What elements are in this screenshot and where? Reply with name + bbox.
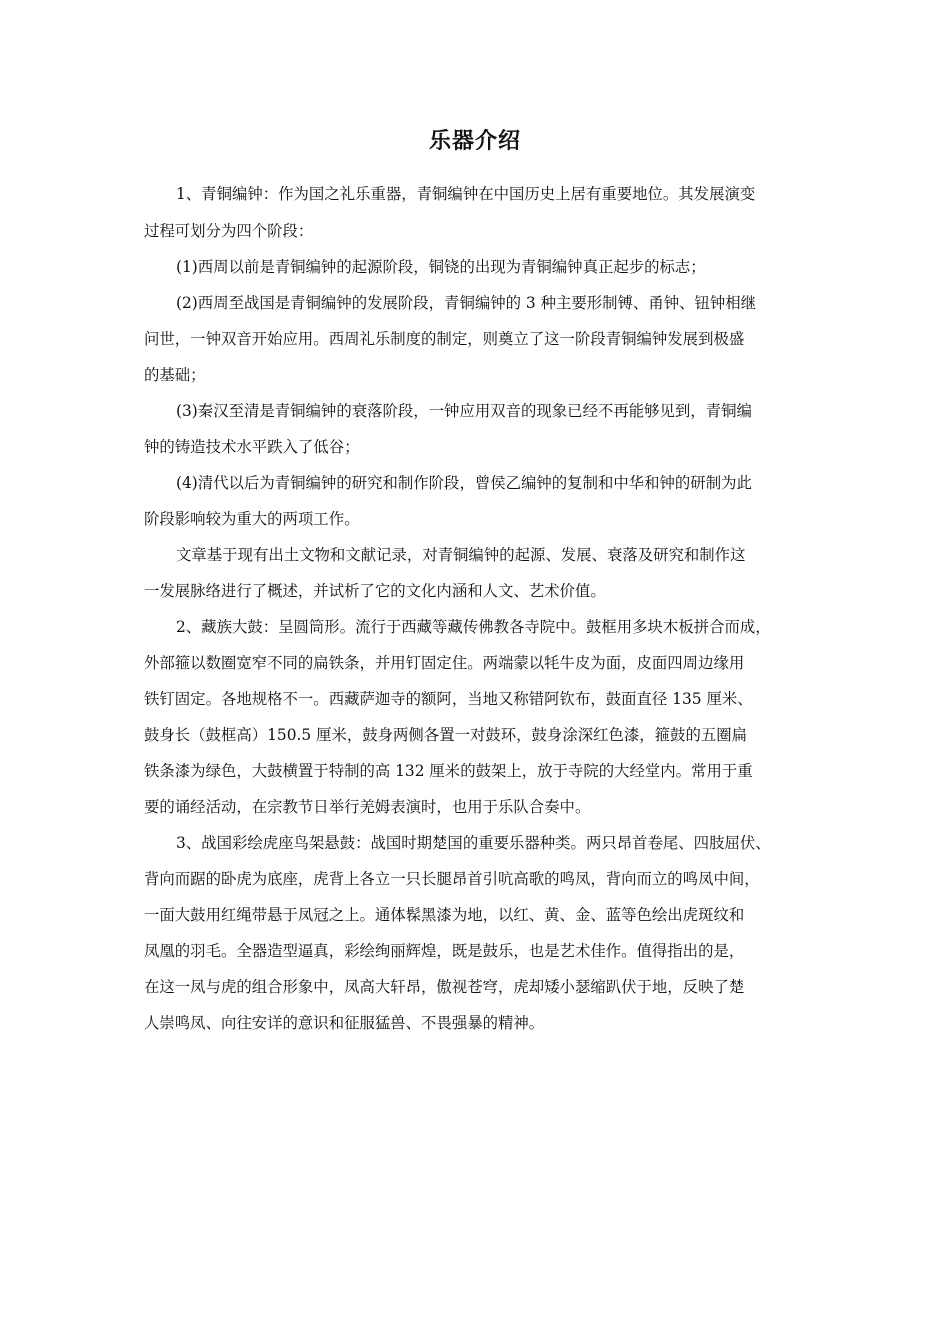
text-line: 3、战国彩绘虎座鸟架悬鼓：战国时期楚国的重要乐器种类。两只昂首卷尾、四肢屈伏、: [176, 834, 771, 852]
text-line: 一面大鼓用红绳带悬于凤冠之上。通体髹黑漆为地，以红、黄、金、蓝等色绘出虎斑纹和: [144, 906, 745, 924]
text-line: 在这一凤与虎的组合形象中，凤高大轩昂，傲视苍穹，虎却矮小瑟缩趴伏于地，反映了楚: [144, 978, 745, 996]
text-line: 背向而踞的卧虎为底座，虎背上各立一只长腿昂首引吭高歌的鸣凤，背向而立的鸣凤中间，: [144, 870, 760, 888]
text-line: 阶段影响较为重大的两项工作。: [144, 510, 360, 528]
text-line: (4)清代以后为青铜编钟的研究和制作阶段，曾侯乙编钟的复制和中华和钟的研制为此: [176, 474, 752, 492]
text-line: 一发展脉络进行了概述，并试析了它的文化内涵和人文、艺术价值。: [144, 582, 606, 600]
text-line: 要的诵经活动，在宗教节日举行羌姆表演时，也用于乐队合奏中。: [144, 798, 591, 816]
page-title: 乐器介绍: [428, 129, 521, 154]
text-line: (1)西周以前是青铜编钟的起源阶段，铜铙的出现为青铜编钟真正起步的标志；: [176, 258, 706, 276]
text-line: 文章基于现有出土文物和文献记录，对青铜编钟的起源、发展、衰落及研究和制作这: [176, 546, 746, 564]
text-line: 钟的铸造技术水平跌入了低谷；: [144, 438, 360, 456]
text-line: 鼓身长（鼓框高）150.5 厘米，鼓身两侧各置一对鼓环，鼓身涂深红色漆，箍鼓的五圈扁: [144, 726, 748, 744]
text-line: 问世，一钟双音开始应用。西周礼乐制度的制定，则奠立了这一阶段青铜编钟发展到极盛: [144, 330, 745, 348]
text-line: (3)秦汉至清是青铜编钟的衰落阶段，一钟应用双音的现象已经不再能够见到，青铜编: [176, 402, 752, 420]
text-line: 人崇鸣凤、向往安详的意识和征服猛兽、不畏强暴的精神。: [144, 1014, 545, 1032]
text-line: (2)西周至战国是青铜编钟的发展阶段，青铜编钟的 3 种主要形制镈、甬钟、钮钟相继: [176, 294, 757, 312]
text-line: 的基础；: [144, 366, 206, 384]
text-line: 凤凰的羽毛。全器造型逼真，彩绘绚丽辉煌，既是鼓乐，也是艺术佳作。值得指出的是，: [144, 942, 745, 960]
text-line: 过程可划分为四个阶段：: [144, 222, 314, 240]
text-line: 铁条漆为绿色，大鼓横置于特制的高 132 厘米的鼓架上，放于寺院的大经堂内。常用于重: [144, 762, 753, 780]
text-line: 1、青铜编钟：作为国之礼乐重器，青铜编钟在中国历史上居有重要地位。其发展演变: [176, 185, 756, 203]
text-line: 外部箍以数圈宽窄不同的扁铁条，并用钉固定住。两端蒙以牦牛皮为面，皮面四周边缘用: [144, 654, 745, 672]
text-line: 2、藏族大鼓：呈圆筒形。流行于西藏等藏传佛教各寺院中。鼓框用多块木板拼合而成，: [176, 618, 771, 636]
text-line: 铁钉固定。各地规格不一。西藏萨迦寺的额阿，当地又称错阿钦布，鼓面直径 135 厘米、: [144, 690, 753, 708]
